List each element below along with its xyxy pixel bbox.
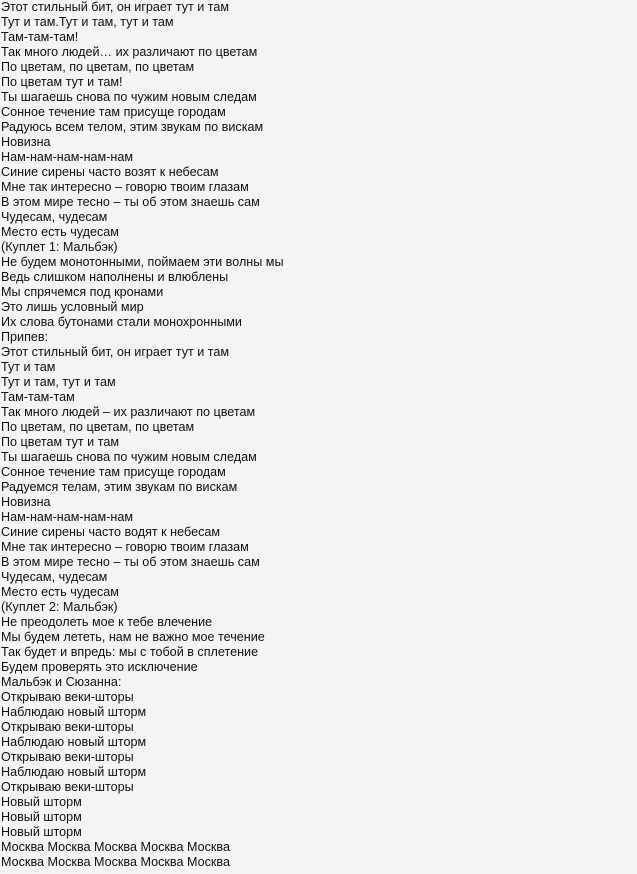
- lyrics-line: Новизна: [1, 135, 51, 149]
- lyrics-line: Будем проверять это исключение: [1, 660, 198, 674]
- lyrics-line: Так будет и впредь: мы с тобой в сплетение: [1, 645, 259, 659]
- lyrics-line: Место есть чудесам: [1, 585, 119, 599]
- lyrics-line: Мы будем лететь, нам не важно мое течение: [1, 630, 265, 644]
- lyrics-line: Открываю веки-шторы: [1, 750, 134, 764]
- lyrics-line: Радуемся телам, этим звукам по вискам: [1, 480, 238, 494]
- lyrics-line: Наблюдаю новый шторм: [1, 705, 147, 719]
- lyrics-line: По цветам тут и там!: [1, 75, 123, 89]
- lyrics-line: Ведь слишком наполнены и влюблены: [1, 270, 229, 284]
- lyrics-line: Там-там-там!: [1, 30, 79, 44]
- lyrics-line: Тут и там.Тут и там, тут и там: [1, 15, 174, 29]
- lyrics-line: В этом мире тесно – ты об этом знаешь сам: [1, 555, 260, 569]
- lyrics-line: Радуюсь всем телом, этим звукам по вискам: [1, 120, 264, 134]
- lyrics-line: Этот стильный бит, он играет тут и там: [1, 0, 230, 14]
- lyrics-line: Открываю веки-шторы: [1, 720, 134, 734]
- lyrics-line: Новый шторм: [1, 825, 82, 839]
- lyrics-line: Наблюдаю новый шторм: [1, 765, 147, 779]
- lyrics-line: Тут и там, тут и там: [1, 375, 116, 389]
- lyrics-line: Этот стильный бит, он играет тут и там: [1, 345, 230, 359]
- lyrics-line: Мальбэк и Сюзанна:: [1, 675, 122, 689]
- lyrics-line: Так много людей – их различают по цветам: [1, 405, 256, 419]
- lyrics-line: Не будем монотонными, поймаем эти волны мы: [1, 255, 284, 269]
- lyrics-line: Москва Москва Москва Москва Москва: [1, 840, 230, 854]
- lyrics-line: Чудесам, чудесам: [1, 210, 108, 224]
- lyrics-line: Новизна: [1, 495, 51, 509]
- lyrics-line: Нам-нам-нам-нам-нам: [1, 510, 134, 524]
- lyrics-line: По цветам, по цветам, по цветам: [1, 60, 195, 74]
- lyrics-line: Не преодолеть мое к тебе влечение: [1, 615, 213, 629]
- lyrics-line: Мне так интересно – говорю твоим глазам: [1, 180, 249, 194]
- lyrics-line: Так много людей… их различают по цветам: [1, 45, 258, 59]
- lyrics-line: В этом мире тесно – ты об этом знаешь сам: [1, 195, 260, 209]
- lyrics-line: Новый шторм: [1, 810, 82, 824]
- lyrics-line: Сонное течение там присуще городам: [1, 105, 226, 119]
- lyrics-line: Наблюдаю новый шторм: [1, 735, 147, 749]
- lyrics-line: Там-там-там: [1, 390, 75, 404]
- lyrics-line: Припев:: [1, 330, 49, 344]
- lyrics-line: Это лишь условный мир: [1, 300, 144, 314]
- lyrics-line: Москва Москва Москва Москва Москва: [1, 855, 230, 869]
- lyrics-line: По цветам тут и там: [1, 435, 119, 449]
- lyrics-line: Нам-нам-нам-нам-нам: [1, 150, 134, 164]
- lyrics-line: Синие сирены часто водят к небесам: [1, 525, 221, 539]
- lyrics-line: По цветам, по цветам, по цветам: [1, 420, 195, 434]
- lyrics-line: Открываю веки-шторы: [1, 690, 134, 704]
- lyrics-line: Сонное течение там присуще городам: [1, 465, 226, 479]
- lyrics-line: (Куплет 2: Мальбэк): [1, 600, 118, 614]
- lyrics-line: Открываю веки-шторы: [1, 780, 134, 794]
- lyrics-line: (Куплет 1: Мальбэк): [1, 240, 118, 254]
- lyrics-line: Мы спрячемся под кронами: [1, 285, 164, 299]
- lyrics-line: Место есть чудесам: [1, 225, 119, 239]
- lyrics-line: Чудесам, чудесам: [1, 570, 108, 584]
- lyrics-line: Их слова бутонами стали монохронными: [1, 315, 242, 329]
- lyrics-line: Новый шторм: [1, 795, 82, 809]
- lyrics-line: Ты шагаешь снова по чужим новым следам: [1, 450, 257, 464]
- lyrics-line: Ты шагаешь снова по чужим новым следам: [1, 90, 257, 104]
- lyrics-line: Мне так интересно – говорю твоим глазам: [1, 540, 249, 554]
- lyrics-line: Тут и там: [1, 360, 56, 374]
- lyrics-line: Синие сирены часто возят к небесам: [1, 165, 219, 179]
